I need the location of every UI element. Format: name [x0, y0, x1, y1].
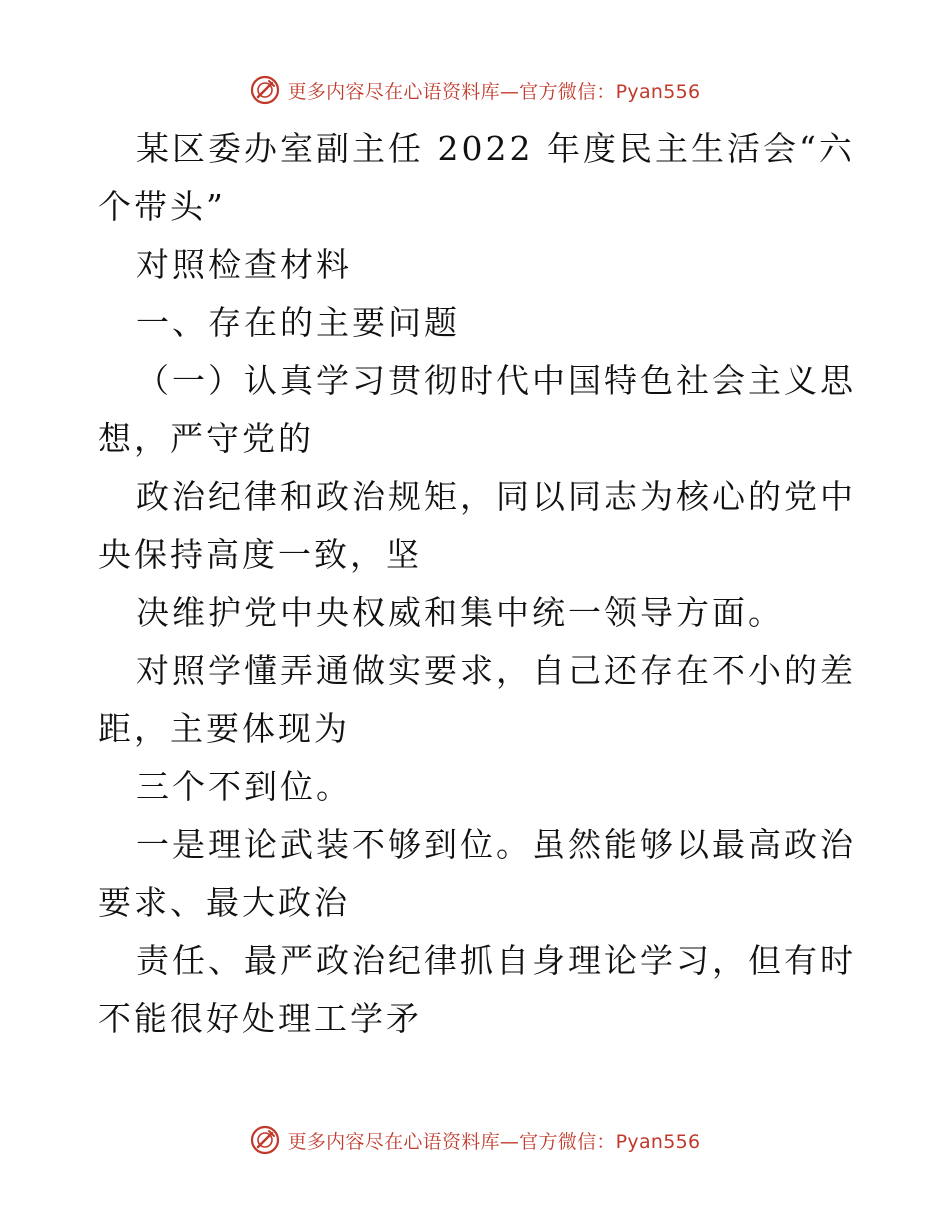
watermark-text: 更多内容尽在心语资料库—官方微信：Pyan556	[287, 1130, 701, 1153]
document-title: 某区委办室副主任 2022 年度民主生活会“六个带头”	[98, 129, 855, 226]
section-heading: 一、存在的主要问题	[136, 303, 460, 342]
body-paragraph: 政治纪律和政治规矩，同以同志为核心的党中央保持高度一致，坚	[98, 477, 856, 574]
body-paragraph: 责任、最严政治纪律抓自身理论学习，但有时不能很好处理工学矛	[98, 941, 856, 1038]
library-logo-icon	[250, 1125, 280, 1155]
document-body	[98, 120, 858, 1048]
document-subtitle: 对照检查材料	[136, 245, 352, 284]
footer-watermark	[0, 1123, 950, 1157]
subsection-heading: （一）认真学习贯彻时代中国特色社会主义思想，严守党的	[98, 361, 856, 458]
watermark-text: 更多内容尽在心语资料库—官方微信：Pyan556	[287, 80, 701, 103]
body-paragraph: 一是理论武装不够到位。虽然能够以最高政治要求、最大政治	[98, 825, 856, 922]
body-paragraph: 决维护党中央权威和集中统一领导方面。	[136, 593, 784, 632]
body-paragraph: 三个不到位。	[136, 767, 352, 806]
body-paragraph: 对照学懂弄通做实要求，自己还存在不小的差距，主要体现为	[98, 651, 856, 748]
library-logo-icon	[250, 75, 280, 105]
header-watermark	[0, 73, 950, 107]
